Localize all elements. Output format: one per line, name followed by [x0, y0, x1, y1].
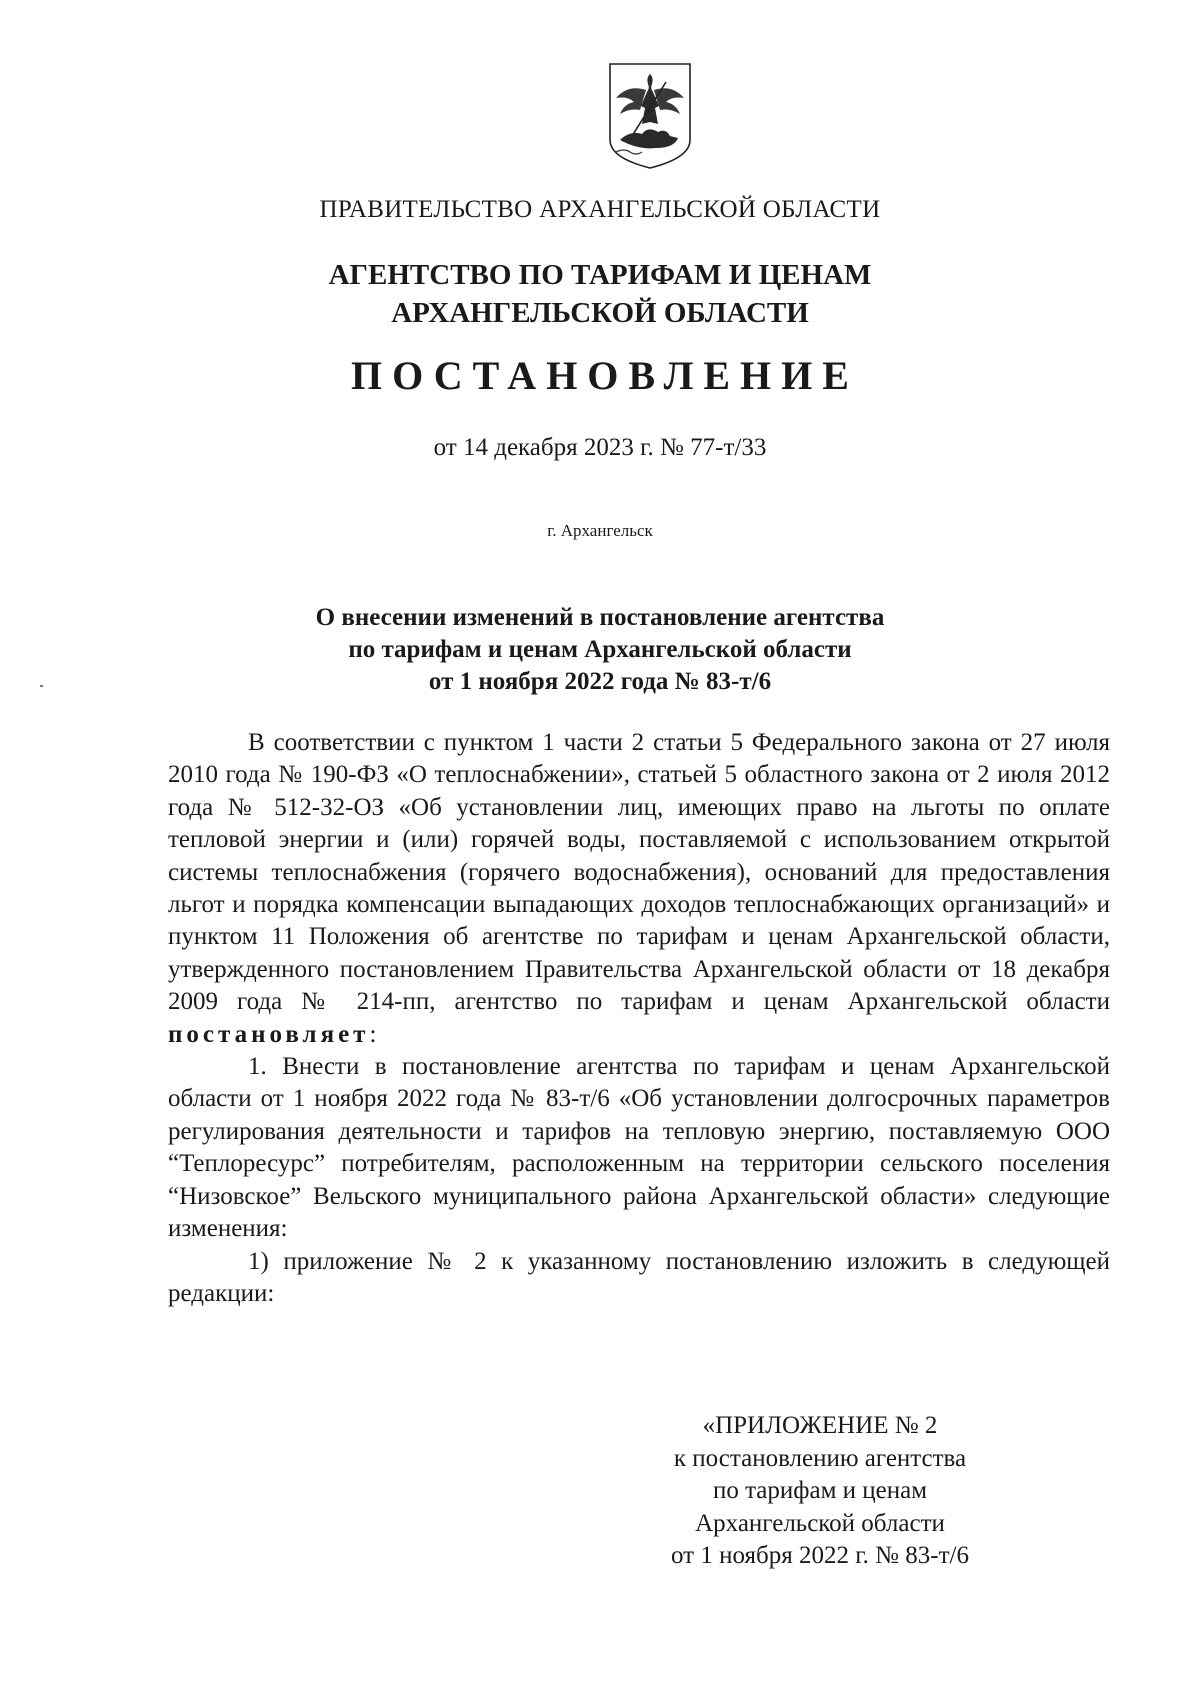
document-body [168, 727, 1110, 1310]
item-1-paragraph: 1. Внести в постановление агентства по тарифам и ценам Архангельской области от 1 ноября 2022 года № 83-т/6 «Об установлении долгосрочных параметров регулирования деятельности и тарифов на тепловую энергию, поставляемую ООО “Теплоресурс” потребителям, расположенным на территории сельского поселения “Низовское” Вельского муниципального района Архангельской области» следующие изменения: [168, 1053, 1110, 1243]
preamble-paragraph [168, 727, 1110, 1051]
appendix-line4: Архангельской области [695, 1509, 945, 1537]
document-date-number: от 14 декабря 2023 г. № 77-т/33 [433, 434, 767, 461]
agency-name [0, 256, 1200, 332]
document-city: г. Архангельск [547, 521, 653, 540]
appendix-line1: «ПРИЛОЖЕНИЕ № 2 [702, 1412, 938, 1439]
subject-line2: по тарифам и ценам Архангельской области [348, 636, 852, 663]
resolves-colon: : [369, 1020, 377, 1048]
arkhangelsk-coat-of-arms-icon [606, 60, 694, 172]
document-type-title: ПОСТАНОВЛЕНИЕ [351, 353, 859, 398]
resolves-word: постановляет [168, 1020, 370, 1048]
document-subject [0, 602, 1200, 698]
scan-speck [40, 685, 43, 687]
appendix-line5: от 1 ноября 2022 г. № 83-т/6 [671, 1542, 969, 1569]
agency-name-line1: АГЕНТСТВО ПО ТАРИФАМ И ЦЕНАМ [328, 259, 872, 291]
appendix-line3: по тарифам и ценам [712, 1477, 928, 1504]
government-name: ПРАВИТЕЛЬСТВО АРХАНГЕЛЬСКОЙ ОБЛАСТИ [319, 196, 881, 223]
preamble-text: В соответствии с пунктом 1 части 2 статьи 5 Федерального закона от 27 июля 2010 года № 190-ФЗ «О теплоснабжении», статьей 5 областного закона от 2 июля 2012 года № 512-32-ОЗ «Об установлении лиц, имеющих право на льготы по оплате тепловой энергии и (или) горячей воды, поставляемой с использованием открытой системы теплоснабжения (горячего водоснабжения), оснований для предоставления льгот и порядка компенсации выпадающих доходов теплоснабжающих организаций» и пунктом 11 Положения об агентстве по тарифам и ценам Архангельской области, утвержденного постановлением Правительства Архангельской области от 18 декабря 2009 года № 214-пп, агентство по тарифам и ценам Архангельской области [168, 729, 1110, 1016]
subject-line1: О внесении изменений в постановление агентства [315, 604, 885, 631]
agency-name-line2: АРХАНГЕЛЬСКОЙ ОБЛАСТИ [391, 297, 809, 329]
appendix-line2: к постановлению агентства [673, 1444, 967, 1472]
item-1-1-paragraph: 1) приложение № 2 к указанному постановлению изложить в следующей редакции: [168, 1247, 1110, 1307]
appendix-header [640, 1410, 1000, 1573]
subject-line3: от 1 ноября 2022 года № 83-т/6 [428, 668, 772, 695]
